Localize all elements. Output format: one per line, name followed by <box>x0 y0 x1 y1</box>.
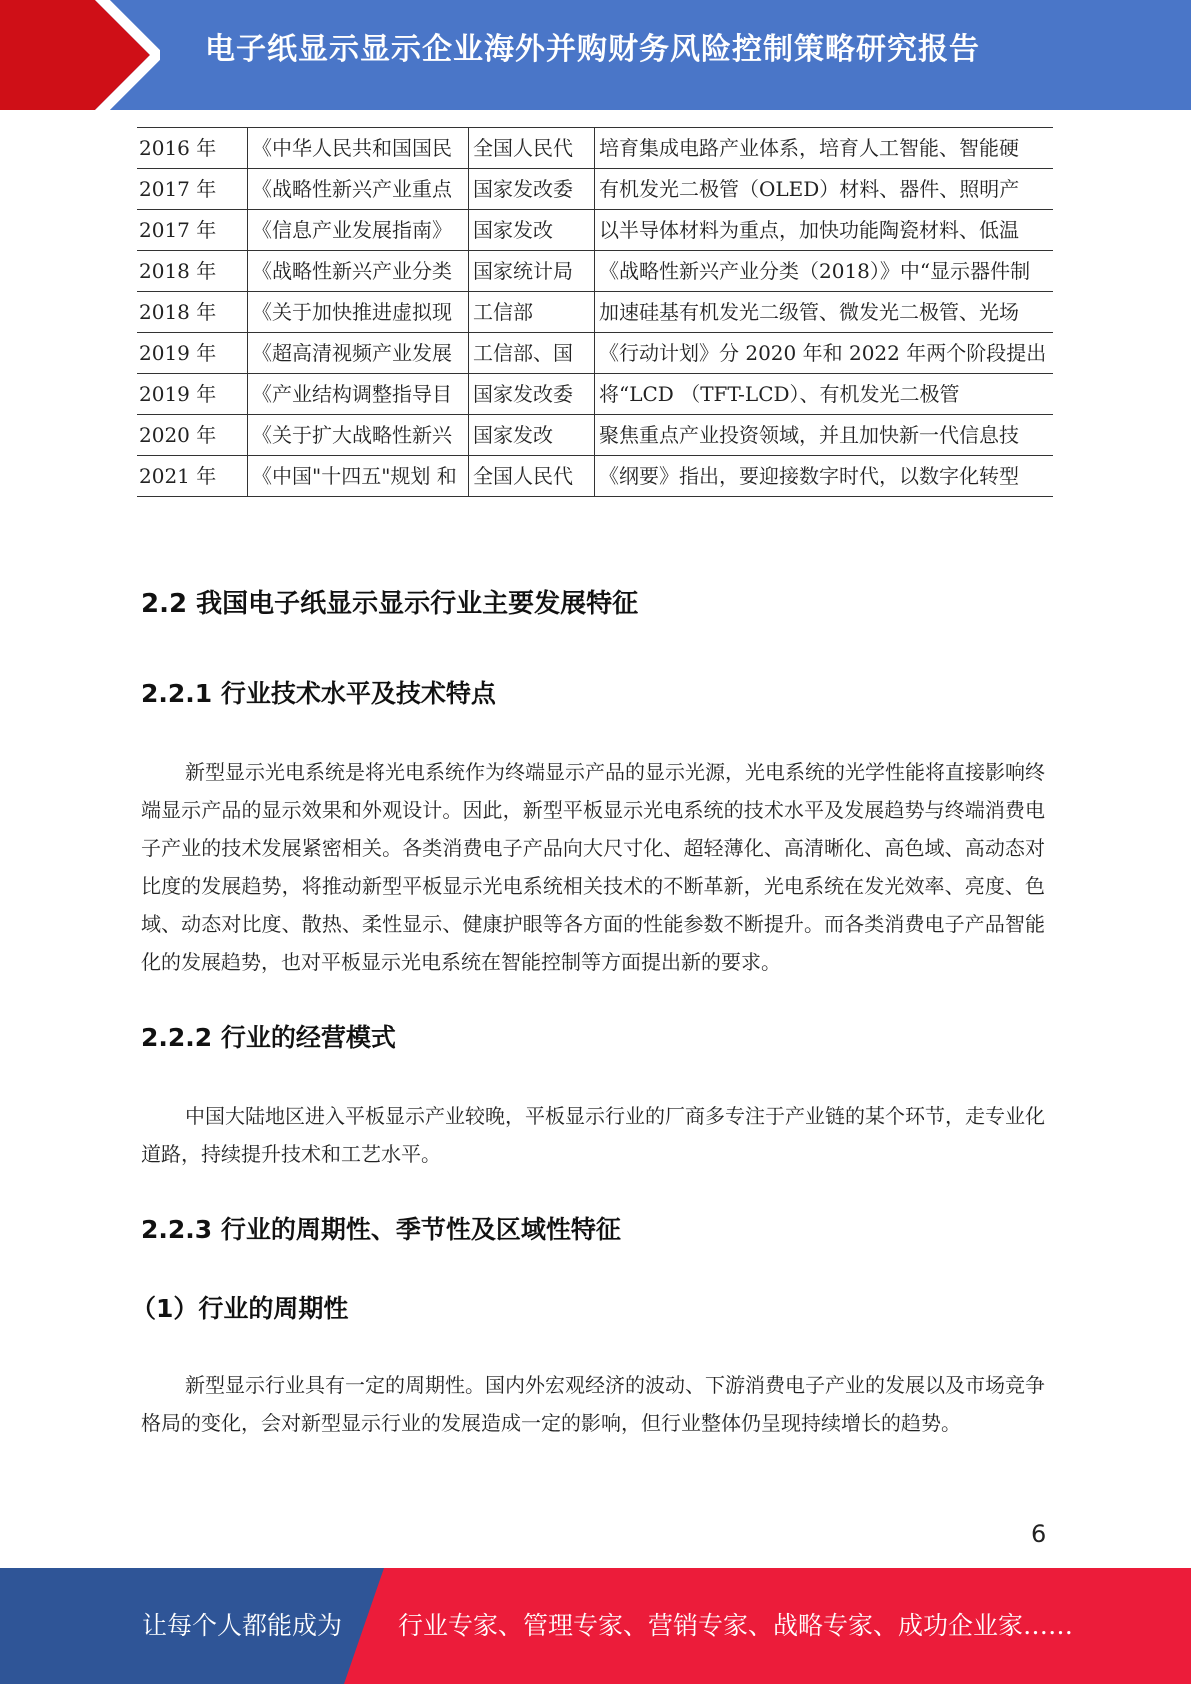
policy-cell: 《超高清视频产业发展 <box>247 333 477 373</box>
policy-cell: 《信息产业发展指南》 <box>247 210 477 250</box>
content-cell: 有机发光二极管（OLED）材料、器件、照明产 <box>594 169 1051 209</box>
page-number: 6 <box>1031 1520 1047 1548</box>
year-cell: 2016 年 <box>139 136 217 160</box>
content-cell: 将“LCD （TFT-LCD）、有机发光二极管 <box>594 374 1051 414</box>
year-cell: 2021 年 <box>139 464 217 488</box>
year-cell: 2017 年 <box>139 177 217 201</box>
content-cell: 《行动计划》分 2020 年和 2022 年两个阶段提出 <box>594 333 1051 373</box>
header-banner <box>0 0 1191 110</box>
policy-cell: 《关于加快推进虚拟现 <box>247 292 477 332</box>
policy-cell: 《关于扩大战略性新兴 <box>247 415 477 455</box>
year-cell: 2017 年 <box>139 218 217 242</box>
policy-cell: 《战略性新兴产业重点 <box>247 169 477 209</box>
section-2-2-1-heading: 2.2.1 行业技术水平及技术特点 <box>141 679 496 708</box>
section-2-2-1-paragraph: 新型显示光电系统是将光电系统作为终端显示产品的显示光源，光电系统的光学性能将直接影响终端显示产品的显示效果和外观设计。因此，新型平板显示光电系统的技术水平及发展趋势与终端消费电子产业的技术发展紧密相关。各类消费电子产品向大尺寸化、超轻薄化、高清晰化、高色域、高动态对比度的发展趋势，将推动新型平板显示光电系统相关技术的不断革新，光电系统在发光效率、亮度、色域、动态对比度、散热、柔性显示、健康护眼等各方面的性能参数不断提升。而各类消费电子产品智能化的发展趋势，也对平板显示光电系统在智能控制等方面提出新的要求。 <box>141 760 1045 974</box>
content-cell: 《纲要》指出，要迎接数字时代，以数字化转型 <box>594 456 1051 496</box>
table-row <box>137 373 1053 414</box>
footer-slogan-right: 行业专家、管理专家、营销专家、战略专家、成功企业家…… <box>398 1611 1074 1640</box>
footer-banner <box>0 1568 1191 1684</box>
policy-cell: 《中国"十四五"规划 和 <box>247 456 477 496</box>
issuer-cell: 国家发改 <box>468 210 599 250</box>
section-2-2-3-heading: 2.2.3 行业的周期性、季节性及区域性特征 <box>141 1215 621 1244</box>
issuer-cell: 全国人民代 <box>468 128 599 168</box>
issuer-cell: 全国人民代 <box>468 456 599 496</box>
footer-slogan-left: 让每个人都能成为 <box>142 1611 343 1640</box>
year-cell: 2018 年 <box>139 259 217 283</box>
content-cell: 培育集成电路产业体系，培育人工智能、智能硬 <box>594 128 1051 168</box>
table-row <box>137 250 1053 291</box>
content-cell: 加速硅基有机发光二级管、微发光二极管、光场 <box>594 292 1051 332</box>
issuer-cell: 工信部、国 <box>468 333 599 373</box>
table-row <box>137 127 1053 168</box>
issuer-cell: 工信部 <box>468 292 599 332</box>
issuer-cell: 国家统计局 <box>468 251 599 291</box>
content-cell: 以半导体材料为重点，加快功能陶瓷材料、低温 <box>594 210 1051 250</box>
report-title: 电子纸显示显示企业海外并购财务风险控制策略研究报告 <box>205 32 980 67</box>
table-row <box>137 414 1053 455</box>
table-row <box>137 209 1053 250</box>
table-row <box>137 291 1053 332</box>
table-row <box>137 168 1053 209</box>
table-row <box>137 332 1053 373</box>
section-2-2-3-subheading: （1）行业的周期性 <box>131 1294 349 1323</box>
issuer-cell: 国家发改委 <box>468 169 599 209</box>
year-cell: 2019 年 <box>139 341 217 365</box>
year-cell: 2020 年 <box>139 423 217 447</box>
policy-table <box>137 127 1053 497</box>
policy-cell: 《产业结构调整指导目 <box>247 374 477 414</box>
year-cell: 2019 年 <box>139 382 217 406</box>
section-2-2-2-paragraph: 中国大陆地区进入平板显示产业较晚，平板显示行业的厂商多专注于产业链的某个环节，走专业化道路，持续提升技术和工艺水平。 <box>141 1104 1045 1166</box>
year-cell: 2018 年 <box>139 300 217 324</box>
section-2-2-heading: 2.2 我国电子纸显示显示行业主要发展特征 <box>141 589 639 619</box>
issuer-cell: 国家发改委 <box>468 374 599 414</box>
table-row <box>137 455 1053 497</box>
policy-cell: 《中华人民共和国国民 <box>247 128 477 168</box>
header-chevron-decoration <box>0 0 160 110</box>
content-cell: 聚焦重点产业投资领域，并且加快新一代信息技 <box>594 415 1051 455</box>
issuer-cell: 国家发改 <box>468 415 599 455</box>
section-2-2-2-heading: 2.2.2 行业的经营模式 <box>141 1023 396 1052</box>
section-2-2-3-paragraph: 新型显示行业具有一定的周期性。国内外宏观经济的波动、下游消费电子产业的发展以及市场竞争格局的变化，会对新型显示行业的发展造成一定的影响，但行业整体仍呈现持续增长的趋势。 <box>141 1373 1045 1435</box>
policy-cell: 《战略性新兴产业分类 <box>247 251 477 291</box>
content-cell: 《战略性新兴产业分类（2018）》中“显示器件制 <box>594 251 1051 291</box>
